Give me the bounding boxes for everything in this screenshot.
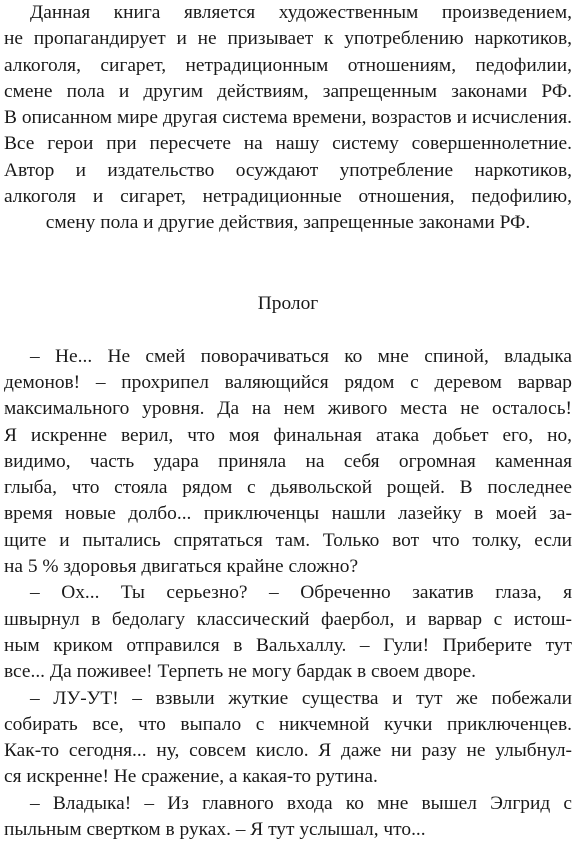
body-line: Как-то сегодня... ну, совсем кисло. Я даже ни разу не улыбнул- — [4, 740, 572, 762]
disclaimer-line: Данная книга является художественным произведением, — [30, 2, 572, 23]
body-line: щите и пытались спрятаться там. Только вот что толку, если — [4, 529, 572, 551]
chapter-title: Пролог — [257, 292, 319, 314]
body-line: пыльным свертком в руках. – Я тут услышал, что... — [4, 819, 426, 841]
disclaimer-line: В описанном мире другая система времени, возрастов и исчисления. — [4, 107, 572, 129]
book-page — [4, 0, 572, 843]
body-line: максимального уровня. Да на нем живого места не осталось! — [4, 398, 572, 420]
body-line: швырнул в бедолагу классический фаербол, и варвар с истош- — [4, 608, 572, 630]
body-line: – Не... Не смей поворачиваться ко мне спиной, владыка — [30, 345, 572, 367]
body-line: видимо, часть удара приняла на себя огромная каменная — [4, 450, 572, 472]
body-line: все... Да поживее! Терпеть не могу бардак в своем дворе. — [4, 661, 477, 683]
body-line: ся искренне! Не сражение, а какая-то рутина. — [4, 766, 378, 788]
disclaimer-line: Все герои при пересчете на нашу систему совершеннолетние. — [4, 133, 572, 155]
body-line: ным криком отправился в Вальхаллу. – Гули! Приберите тут — [4, 634, 572, 656]
disclaimer-line: алкоголя, сигарет, нетрадиционным отношениям, педофилии, — [4, 54, 572, 76]
disclaimer-line: Автор и издательство осуждают употребление наркотиков, — [4, 159, 572, 181]
body-line: время новые долбо... приключенцы нашли лазейку в моей за- — [4, 503, 572, 525]
body-line: демонов! – прохрипел валяющийся рядом с деревом варвар — [4, 371, 572, 393]
disclaimer-line: алкоголя и сигарет, нетрадиционные отношения, педофилию, — [4, 186, 572, 208]
body-line: на 5 % здоровья двигаться крайне сложно? — [4, 556, 359, 578]
disclaimer-line: не пропагандирует и не призывает к употреблению наркотиков, — [4, 28, 572, 50]
chapter-body — [4, 344, 572, 843]
body-line: Я искренне верил, что моя финальная атака добьет его, но, — [4, 424, 572, 446]
disclaimer-line: смене пола и другим действиям, запрещенным законами РФ. — [4, 80, 572, 102]
disclaimer-block — [4, 0, 572, 237]
body-line: – ЛУ-УТ! – взвыли жуткие существа и тут же побежали — [30, 687, 572, 709]
body-line: собирать все, что выпало с никчемной кучки приключенцев. — [4, 713, 572, 735]
disclaimer-line: смену пола и другие действия, запрещенные законами РФ. — [45, 212, 531, 234]
body-line: глыба, что стояла рядом с дьявольской рощей. В последнее — [4, 477, 572, 499]
body-line: – Ох... Ты серьезно? – Обреченно закатив глаза, я — [30, 582, 572, 604]
body-line: – Владыка! – Из главного входа ко мне вышел Элгрид с — [30, 792, 572, 814]
